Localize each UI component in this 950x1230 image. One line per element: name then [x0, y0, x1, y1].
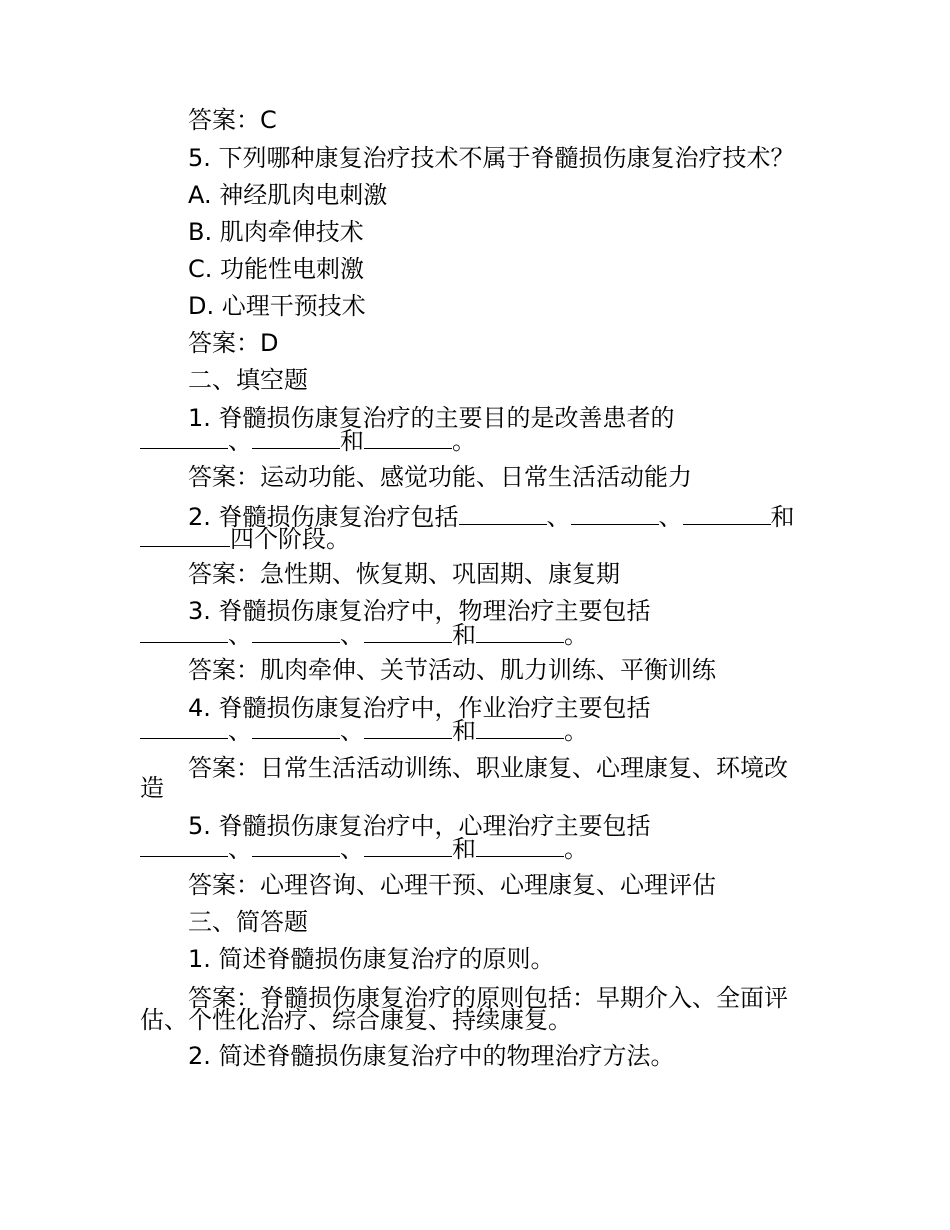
q5-option-a: A. 神经肌肉电刺激: [188, 181, 388, 209]
fill1-blanks: 、 和 。: [140, 428, 476, 453]
fill2-answer: 答案：急性期、恢复期、巩固期、康复期: [188, 560, 620, 588]
fill5-blanks: 、 、 和 。: [140, 836, 588, 861]
fill1-question: 1. 脊髓损伤康复治疗的主要目的是改善患者的: [188, 404, 675, 432]
q5-option-b: B. 肌肉牵伸技术: [188, 218, 364, 246]
fill3-question: 3. 脊髓损伤康复治疗中，物理治疗主要包括: [188, 597, 651, 625]
q5-option-c: C. 功能性电刺激: [188, 255, 365, 283]
section-title-fill-in: 二、填空题: [188, 366, 308, 394]
section-title-short-answer: 三、简答题: [188, 908, 308, 936]
blank: [252, 622, 340, 643]
blank: [252, 718, 340, 739]
fill2-blanks: 四个阶段。: [140, 526, 350, 551]
q5-question: 5. 下列哪种康复治疗技术不属于脊髓损伤康复治疗技术？: [188, 144, 795, 172]
fill1-answer: 答案：运动功能、感觉功能、日常生活活动能力: [188, 463, 692, 491]
fill5-answer: 答案：心理咨询、心理干预、心理康复、心理评估: [188, 871, 716, 899]
fill5-question: 5. 脊髓损伤康复治疗中，心理治疗主要包括: [188, 812, 651, 840]
fill4-question: 4. 脊髓损伤康复治疗中，作业治疗主要包括: [188, 694, 651, 722]
blank: [140, 526, 230, 547]
blank: [364, 622, 452, 643]
blank: [252, 836, 340, 857]
short1-question: 1. 简述脊髓损伤康复治疗的原则。: [188, 945, 555, 973]
blank: [364, 836, 452, 857]
fill4-answer-cont: 造: [140, 774, 164, 802]
blank: [683, 504, 771, 525]
short1-answer: 答案：脊髓损伤康复治疗的原则包括：早期介入、全面评: [188, 984, 788, 1012]
blank: [140, 718, 228, 739]
blank: [476, 836, 564, 857]
q5-answer: 答案：D: [188, 329, 279, 357]
fill2-question: 2. 脊髓损伤康复治疗包括 、 、 和: [188, 503, 795, 531]
blank: [140, 622, 228, 643]
blank: [571, 504, 659, 525]
short1-answer-cont: 估、个性化治疗、综合康复、持续康复。: [140, 1006, 572, 1034]
blank: [252, 428, 340, 449]
blank: [459, 504, 547, 525]
short2-question: 2. 简述脊髓损伤康复治疗中的物理治疗方法。: [188, 1042, 675, 1070]
fill4-blanks: 、 、 和 。: [140, 718, 588, 743]
fill4-answer: 答案：日常生活活动训练、职业康复、心理康复、环境改: [188, 754, 788, 782]
blank: [476, 622, 564, 643]
blank: [364, 718, 452, 739]
q4-answer: 答案：C: [188, 106, 277, 134]
blank: [140, 428, 228, 449]
blank: [364, 428, 452, 449]
blank: [476, 718, 564, 739]
fill3-blanks: 、 、 和 。: [140, 622, 588, 647]
q5-option-d: D. 心理干预技术: [188, 292, 366, 320]
blank: [140, 836, 228, 857]
fill3-answer: 答案：肌肉牵伸、关节活动、肌力训练、平衡训练: [188, 656, 716, 684]
